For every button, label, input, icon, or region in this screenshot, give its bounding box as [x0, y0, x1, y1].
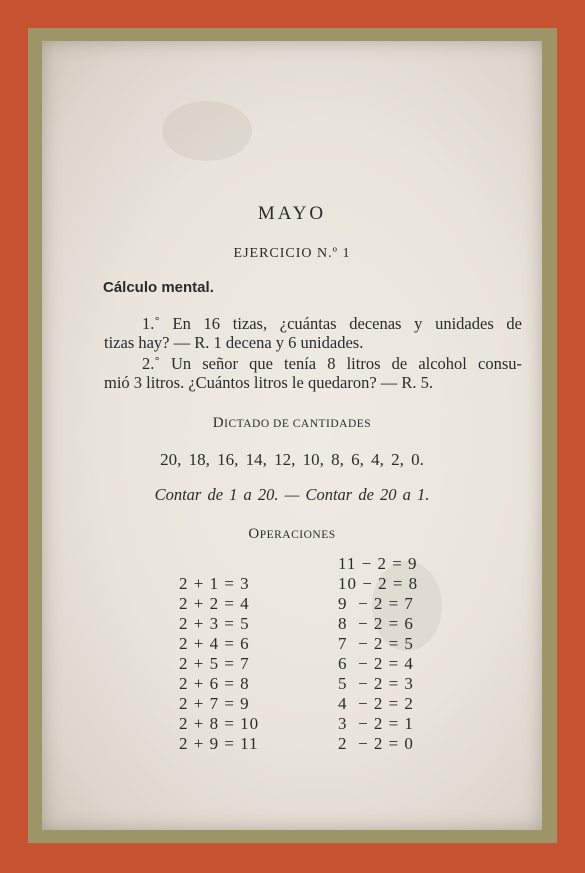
subtraction-row: 3 − 2 = 1 [338, 714, 414, 733]
subtraction-row: 8 − 2 = 6 [338, 614, 414, 633]
operations-title-rest: PERACIONES [259, 529, 336, 541]
addition-row: 2 + 7 = 9 [179, 694, 250, 713]
problem-1-line-1: 1.˚ En 16 tizas, ¿cuántas decenas y unidades de [142, 314, 522, 333]
dictation-numbers: 20, 18, 16, 14, 12, 10, 8, 6, 4, 2, 0. [160, 450, 424, 469]
exercise-title: EJERCICIO N.º 1 [233, 246, 351, 261]
addition-row: 2 + 6 = 8 [179, 674, 250, 693]
subtraction-row: 4 − 2 = 2 [338, 694, 414, 713]
addition-row: 2 + 5 = 7 [179, 654, 250, 673]
section-title: Cálculo mental. [103, 279, 214, 296]
problem-1 [104, 314, 522, 352]
paper-stain [162, 101, 252, 161]
problem-2-line-2: mió 3 litros. ¿Cuántos litros le quedaron? — R. 5. [104, 373, 434, 392]
operations-title-initial: O [248, 526, 260, 542]
addition-row: 2 + 8 = 10 [179, 714, 260, 733]
addition-row: 2 + 4 = 6 [179, 634, 250, 653]
dictation-title-initial: D [212, 415, 225, 431]
addition-row: 2 + 3 = 5 [179, 614, 250, 633]
book-page [42, 41, 542, 830]
count-instruction: Contar de 1 a 20. — Contar de 20 a 1. [154, 485, 430, 504]
operations-title [42, 526, 542, 543]
problem-2-line-1: 2.˚ Un señor que tenía 8 litros de alcohol consu- [142, 354, 522, 373]
problem-1-line-2: tizas hay? — R. 1 decena y 6 unidades. [104, 333, 364, 352]
dictation-title-rest: ICTADO DE CANTIDADES [224, 418, 372, 430]
subtraction-row: 11 − 2 = 9 [338, 554, 418, 573]
month-heading: MAYO [257, 203, 327, 224]
addition-row: 2 + 1 = 3 [179, 574, 250, 593]
dictation-title [42, 415, 542, 432]
problem-2 [104, 354, 522, 392]
subtraction-row: 7 − 2 = 5 [338, 634, 414, 653]
addition-row: 2 + 2 = 4 [179, 594, 250, 613]
subtraction-row: 5 − 2 = 3 [338, 674, 414, 693]
subtraction-row: 10 − 2 = 8 [338, 574, 419, 593]
subtraction-row: 2 − 2 = 0 [338, 734, 414, 753]
addition-row: 2 + 9 = 11 [179, 734, 259, 753]
subtraction-row: 6 − 2 = 4 [338, 654, 414, 673]
subtraction-row: 9 − 2 = 7 [338, 594, 414, 613]
